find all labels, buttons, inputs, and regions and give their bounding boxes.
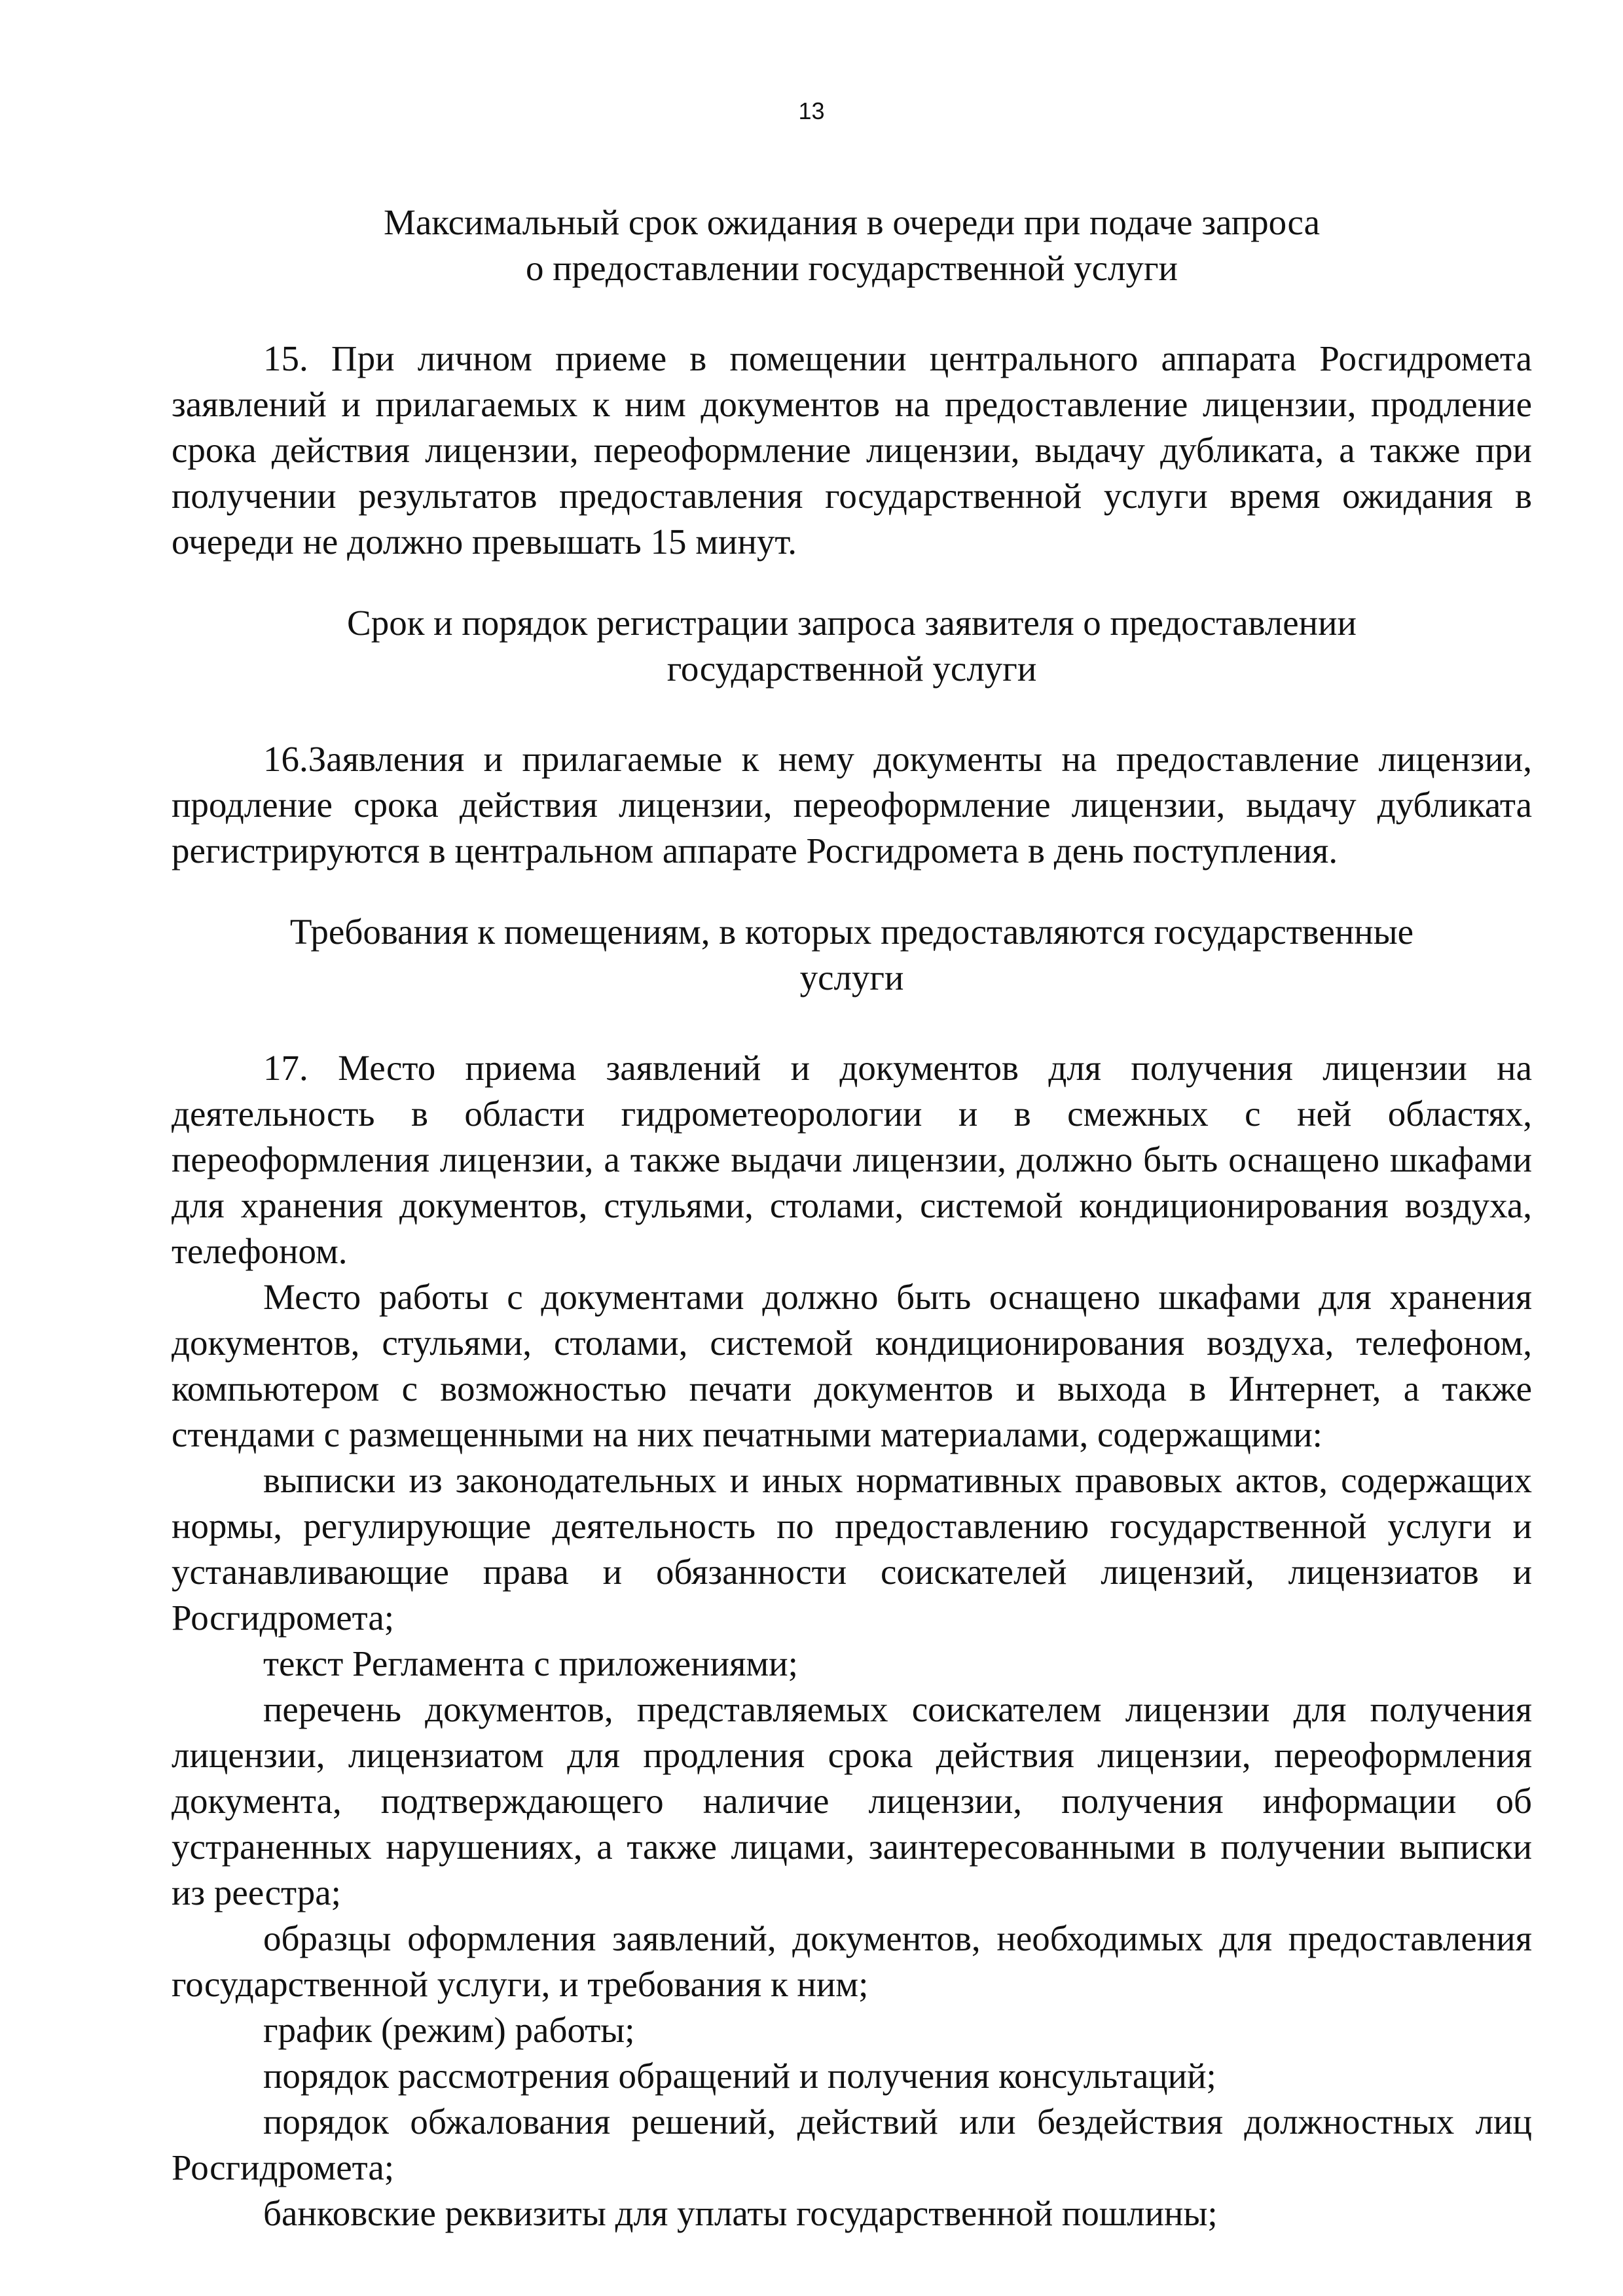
list-item-extracts: выписки из законодательных и иных нормативных правовых актов, содержащих нормы, регулирующие деятельность по предоставлению государственной услуги и устанавливающие права и обязанности соискателей лицензий, лицензиатов и Росгидромета; bbox=[172, 1460, 1532, 1638]
heading-line: услуги bbox=[799, 958, 904, 997]
paragraph-workplace: Место работы с документами должно быть оснащено шкафами для хранения документов, стульями, столами, системой кондиционирования воздуха, телефоном, компьютером с возможностью печати документов и выхода в Интернет, а также стендами с размещенными на них печатными материалами, содержащими: bbox=[172, 1277, 1532, 1454]
list-item-consultations: порядок рассмотрения обращений и получения консультаций; bbox=[263, 2056, 1216, 2096]
paragraph-15: 15. При личном приеме в помещении центрального аппарата Росгидромета заявлений и прилагаемых к ним документов на предоставление лицензии, продление срока действия лицензии, переоформление лицензии, выдачу дубликата, а также при получении результатов предоставления государственной услуги время ожидания в очереди не должно превышать 15 минут. bbox=[172, 338, 1532, 562]
document-body bbox=[172, 200, 1532, 2236]
list-item-documents-list: перечень документов, представляемых соискателем лицензии для получения лицензии, лицензиатом для продления срока действия лицензии, переоформления документа, подтверждающего наличие лицензии, получения информации об устраненных нарушениях, а также лицами, заинтересованными в получении выписки из реестра; bbox=[172, 1689, 1532, 1912]
heading-line: о предоставлении государственной услуги bbox=[526, 248, 1178, 288]
heading-line: Требования к помещениям, в которых предоставляются государственные bbox=[289, 912, 1414, 952]
heading-line: Максимальный срок ожидания в очереди при подаче запроса bbox=[383, 202, 1321, 242]
list-item-samples: образцы оформления заявлений, документов, необходимых для предоставления государственной услуги, и требования к ним; bbox=[172, 1918, 1532, 2004]
list-item-regulation-text: текст Регламента с приложениями; bbox=[263, 1643, 798, 1683]
list-item-bank-details: банковские реквизиты для уплаты государственной пошлины; bbox=[263, 2193, 1218, 2233]
page-number: 13 bbox=[798, 98, 825, 124]
heading-line: государственной услуги bbox=[666, 649, 1037, 689]
paragraph-17: 17. Место приема заявлений и документов для получения лицензии на деятельность в области гидрометеорологии и в смежных с ней областях, переоформления лицензии, а также выдачи лицензии, должно быть оснащено шкафами для хранения документов, стульями, столами, системой кондиционирования воздуха, телефоном. bbox=[172, 1048, 1532, 1271]
list-item-appeals: порядок обжалования решений, действий или бездействия должностных лиц Росгидромета; bbox=[172, 2102, 1532, 2187]
section-heading-waiting-time bbox=[172, 200, 1532, 291]
section-heading-premises bbox=[172, 909, 1532, 1001]
heading-line: Срок и порядок регистрации запроса заявителя о предоставлении bbox=[347, 603, 1357, 643]
section-heading-registration bbox=[172, 600, 1532, 692]
list-item-schedule: график (режим) работы; bbox=[263, 2010, 635, 2050]
paragraph-16: 16.Заявления и прилагаемые к нему документы на предоставление лицензии, продление срока действия лицензии, переоформление лицензии, выдачу дубликата регистрируются в центральном аппарате Росгидромета в день поступления. bbox=[172, 739, 1532, 870]
